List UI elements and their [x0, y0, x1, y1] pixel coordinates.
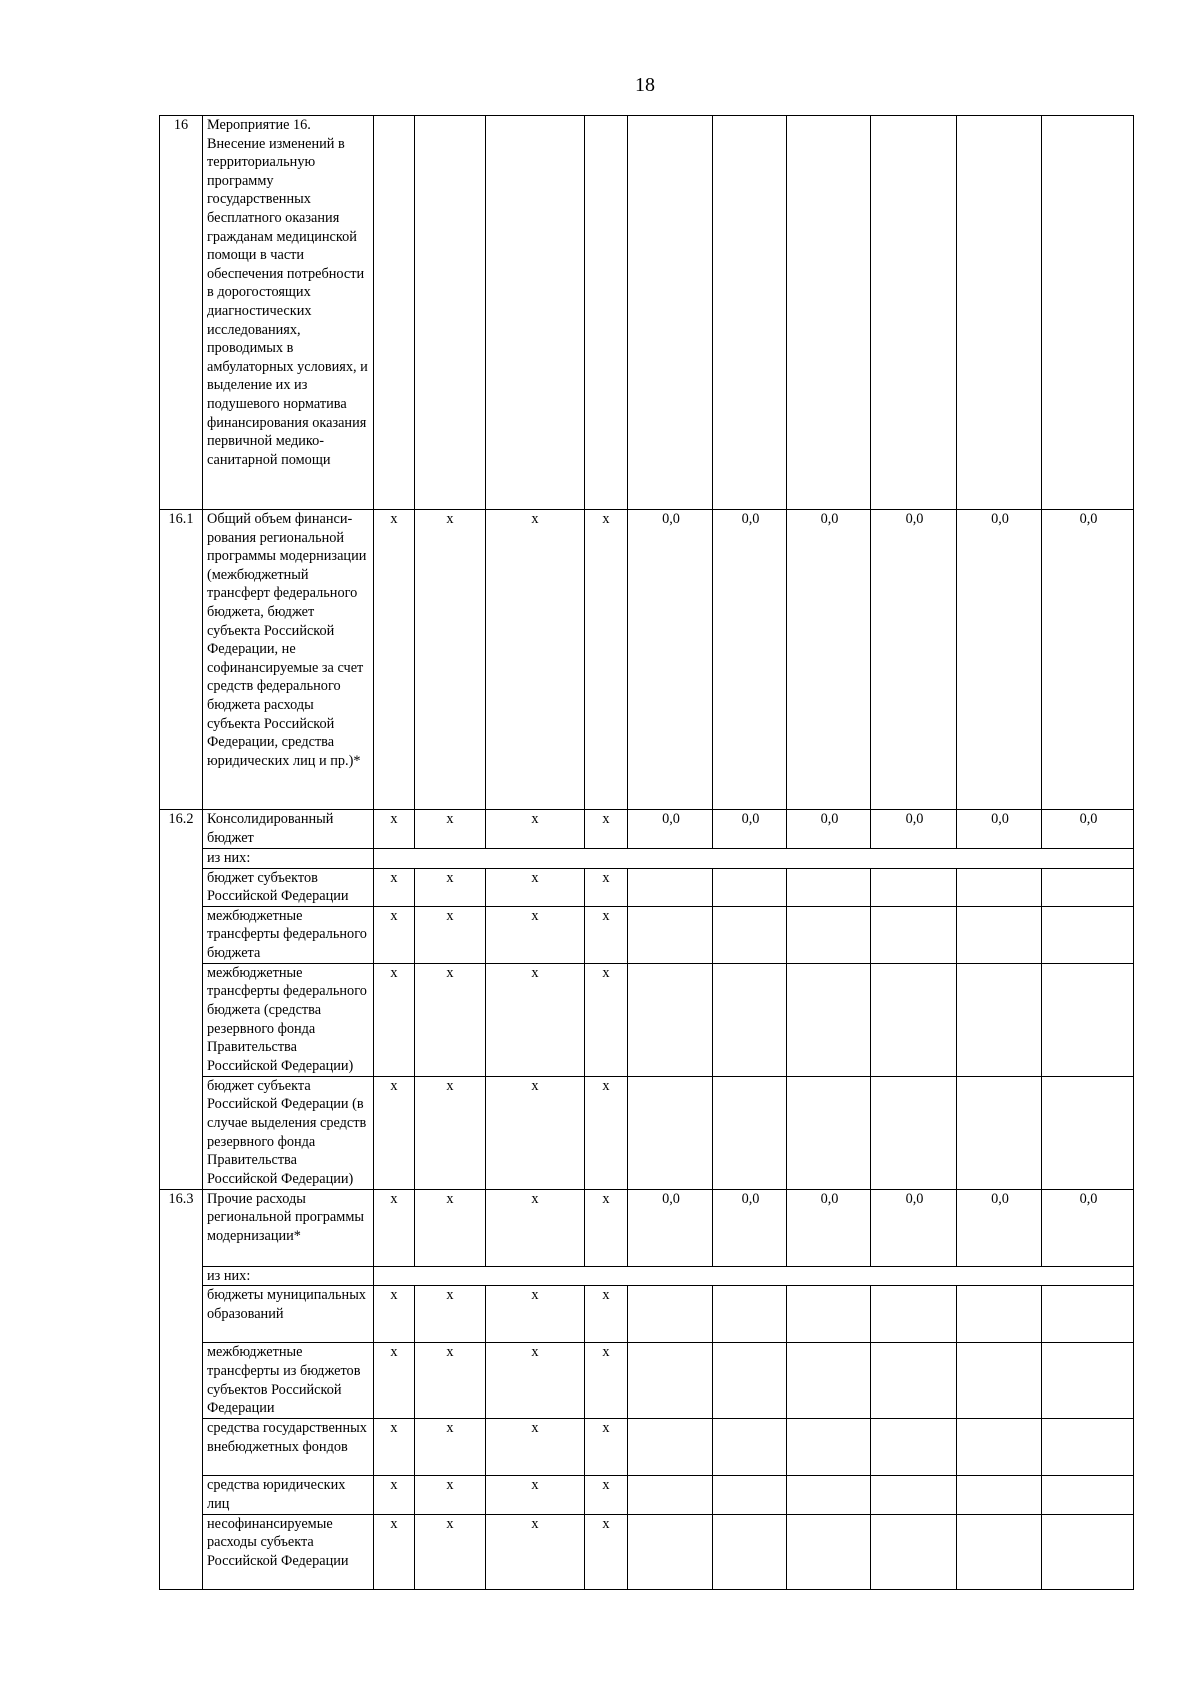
- value-cell: [787, 1476, 871, 1514]
- mark-cell: [585, 116, 628, 510]
- mark-cell: х: [415, 1419, 486, 1476]
- mark-cell: х: [585, 1286, 628, 1343]
- mark-cell: х: [585, 1189, 628, 1266]
- value-cell: [628, 1476, 713, 1514]
- value-cell: [957, 906, 1042, 963]
- value-cell: [871, 963, 957, 1076]
- mark-cell: х: [415, 510, 486, 810]
- row-name: бюджет субъектов Российской Федерации: [203, 868, 374, 906]
- value-cell: [871, 1189, 957, 1266]
- mark-cell: х: [374, 963, 415, 1076]
- row-name: Общий объем финансирования региональной программы модернизации (межбюджетный трансферт федерального бюджета, бюджет субъекта Российской Федерации, не софинансируемые за счет средств федерального бюджета расходы субъекта Российской Федерации, средства юридических лиц и пр.)*: [203, 510, 374, 810]
- mark-cell: х: [585, 1514, 628, 1589]
- mark-cell: [374, 116, 415, 510]
- value-text: 0,0: [905, 1190, 924, 1207]
- table-row: [160, 510, 1134, 810]
- mark-cell: х: [585, 1076, 628, 1189]
- mark-cell: х: [415, 906, 486, 963]
- value-cell: [787, 116, 871, 510]
- mark-cell: х: [374, 1286, 415, 1343]
- value-text: 0,0: [991, 1190, 1009, 1207]
- value-cell: [957, 810, 1042, 849]
- row-name: Консолидированный бюджет: [203, 810, 374, 849]
- value-cell: [1042, 1076, 1134, 1189]
- value-text: 0,0: [741, 811, 760, 827]
- row-name: несофинансируемые расходы субъекта Российской Федерации: [203, 1514, 374, 1589]
- mark-cell: х: [585, 963, 628, 1076]
- mark-cell: х: [486, 1286, 585, 1343]
- value-cell: [871, 1286, 957, 1343]
- value-cell: [1042, 1286, 1134, 1343]
- mark-cell: х: [374, 868, 415, 906]
- empty-cell: [374, 1266, 1134, 1286]
- value-cell: [1042, 906, 1134, 963]
- page-number: 18: [635, 74, 655, 96]
- value-cell: [713, 1076, 787, 1189]
- mark-cell: х: [585, 1343, 628, 1419]
- mark-cell: х: [374, 906, 415, 963]
- value-cell: [713, 1286, 787, 1343]
- table-body: [160, 116, 1134, 1590]
- value-text: 0,0: [1079, 511, 1098, 527]
- value-cell: [713, 906, 787, 963]
- table-subrow: [160, 963, 1134, 1076]
- mark-cell: х: [486, 1189, 585, 1266]
- value-text: 0,0: [905, 511, 924, 527]
- value-cell: [787, 906, 871, 963]
- mark-cell: х: [585, 906, 628, 963]
- mark-cell: х: [415, 963, 486, 1076]
- row-name: Прочие расходы региональной программы модернизации*: [203, 1189, 374, 1266]
- value-cell: [628, 510, 713, 810]
- value-cell: [957, 868, 1042, 906]
- value-cell: [628, 1286, 713, 1343]
- row-name: средства юридических лиц: [203, 1476, 374, 1514]
- value-cell: [871, 116, 957, 510]
- value-cell: [1042, 868, 1134, 906]
- value-cell: [787, 1419, 871, 1476]
- mark-cell: х: [415, 1476, 486, 1514]
- value-cell: [787, 1076, 871, 1189]
- mark-cell: х: [374, 1476, 415, 1514]
- value-cell: [713, 810, 787, 849]
- mark-cell: х: [486, 1419, 585, 1476]
- mark-cell: х: [486, 510, 585, 810]
- mark-cell: х: [374, 1343, 415, 1419]
- value-cell: [871, 510, 957, 810]
- value-cell: [628, 1343, 713, 1419]
- value-cell: [871, 906, 957, 963]
- value-cell: [628, 1419, 713, 1476]
- value-cell: [1042, 510, 1134, 810]
- mark-cell: х: [486, 1476, 585, 1514]
- table-subrow: [160, 1076, 1134, 1189]
- value-text: 0,0: [741, 511, 760, 527]
- mark-cell: х: [486, 868, 585, 906]
- row-name: бюджет субъекта Российской Федерации (в случае выделения средств резервного фонда Правительства Российской Федерации): [203, 1076, 374, 1189]
- value-text: 0,0: [662, 511, 680, 527]
- mark-cell: х: [374, 810, 415, 849]
- mark-cell: [415, 116, 486, 510]
- value-text: 0,0: [820, 511, 839, 527]
- mark-cell: х: [374, 1189, 415, 1266]
- row-name: средства государственных внебюджетных фондов: [203, 1419, 374, 1476]
- value-cell: [713, 510, 787, 810]
- value-cell: [787, 963, 871, 1076]
- value-cell: [871, 1419, 957, 1476]
- value-cell: [713, 868, 787, 906]
- value-cell: [713, 1514, 787, 1589]
- mark-cell: х: [486, 1514, 585, 1589]
- table-subrow: [160, 868, 1134, 906]
- row-number: 16.2: [160, 810, 203, 1190]
- value-text: 0,0: [820, 811, 839, 827]
- mark-cell: х: [415, 1076, 486, 1189]
- table-subrow: [160, 1476, 1134, 1514]
- value-cell: [713, 1476, 787, 1514]
- row-name: межбюджетные трансферты федерального бюджета (средства резервного фонда Правительства Российской Федерации): [203, 963, 374, 1076]
- value-cell: [871, 868, 957, 906]
- value-cell: [957, 1514, 1042, 1589]
- value-text: 0,0: [991, 811, 1009, 827]
- value-cell: [957, 1419, 1042, 1476]
- value-cell: [957, 1076, 1042, 1189]
- mark-cell: х: [415, 810, 486, 849]
- value-cell: [957, 116, 1042, 510]
- row-number: 16.1: [160, 510, 203, 810]
- value-text: 0,0: [662, 1190, 680, 1207]
- table-row: [160, 116, 1134, 510]
- mark-cell: х: [374, 1419, 415, 1476]
- table-subrow: [160, 1343, 1134, 1419]
- value-cell: [1042, 1514, 1134, 1589]
- value-cell: [1042, 1189, 1134, 1266]
- value-cell: [787, 1286, 871, 1343]
- value-cell: [628, 906, 713, 963]
- value-text: 0,0: [1079, 1190, 1098, 1207]
- value-cell: [957, 1286, 1042, 1343]
- value-cell: [787, 810, 871, 849]
- value-cell: [787, 868, 871, 906]
- table-row: [160, 1189, 1134, 1266]
- value-text: 0,0: [820, 1190, 839, 1207]
- value-text: 0,0: [662, 811, 680, 827]
- value-cell: [628, 1514, 713, 1589]
- mark-cell: х: [486, 1076, 585, 1189]
- mark-cell: х: [374, 510, 415, 810]
- value-text: 0,0: [741, 1190, 760, 1207]
- value-cell: [1042, 810, 1134, 849]
- mark-cell: х: [374, 1076, 415, 1189]
- value-cell: [871, 810, 957, 849]
- value-cell: [957, 1343, 1042, 1419]
- value-cell: [871, 1076, 957, 1189]
- value-cell: [713, 116, 787, 510]
- row-number: 16: [160, 116, 203, 510]
- value-cell: [1042, 1476, 1134, 1514]
- row-name: Мероприятие 16. Внесение изменений в территориальную программу государственных бесплатного оказания гражданам медицинской помощи в части обеспечения потребности в дорогостоящих диагностических исследованиях, проводимых в амбулаторных условиях, и выделение их из подушевого норматива финансирования оказания первичной медико-санитарной помощи: [203, 116, 374, 510]
- mark-cell: х: [486, 906, 585, 963]
- value-cell: [713, 1419, 787, 1476]
- value-cell: [628, 116, 713, 510]
- value-cell: [628, 810, 713, 849]
- value-cell: [1042, 963, 1134, 1076]
- mark-cell: х: [585, 868, 628, 906]
- table-subrow: [160, 1419, 1134, 1476]
- table-subrow: [160, 906, 1134, 963]
- value-cell: [628, 1189, 713, 1266]
- value-cell: [1042, 1343, 1134, 1419]
- value-cell: [871, 1476, 957, 1514]
- mark-cell: х: [374, 1514, 415, 1589]
- value-cell: [871, 1343, 957, 1419]
- row-number: 16.3: [160, 1189, 203, 1589]
- table-subrow: [160, 1286, 1134, 1343]
- mark-cell: х: [415, 1343, 486, 1419]
- mark-cell: [486, 116, 585, 510]
- table-subrow: [160, 1514, 1134, 1589]
- value-text: 0,0: [991, 511, 1009, 527]
- row-name: межбюджетные трансферты из бюджетов субъектов Российской Федерации: [203, 1343, 374, 1419]
- row-name: межбюджетные трансферты федерального бюджета: [203, 906, 374, 963]
- value-cell: [957, 510, 1042, 810]
- mark-cell: х: [585, 510, 628, 810]
- value-cell: [787, 1514, 871, 1589]
- mark-cell: х: [585, 1476, 628, 1514]
- table-subheader-row: [160, 1266, 1134, 1286]
- mark-cell: х: [415, 1189, 486, 1266]
- empty-cell: [374, 849, 1134, 869]
- table-subheader-row: [160, 849, 1134, 869]
- mark-cell: х: [486, 1343, 585, 1419]
- row-name: из них:: [203, 1266, 374, 1286]
- value-cell: [957, 1476, 1042, 1514]
- table-row: [160, 810, 1134, 849]
- mark-cell: х: [486, 963, 585, 1076]
- value-cell: [628, 963, 713, 1076]
- mark-cell: х: [585, 1419, 628, 1476]
- value-cell: [871, 1514, 957, 1589]
- mark-cell: х: [415, 1514, 486, 1589]
- value-text: 0,0: [905, 811, 924, 827]
- value-cell: [628, 1076, 713, 1189]
- value-cell: [957, 963, 1042, 1076]
- row-name: из них:: [203, 849, 374, 869]
- mark-cell: х: [415, 1286, 486, 1343]
- value-cell: [787, 1343, 871, 1419]
- mark-cell: х: [585, 810, 628, 849]
- value-cell: [1042, 1419, 1134, 1476]
- value-cell: [787, 510, 871, 810]
- value-text: 0,0: [1079, 811, 1098, 827]
- financing-table: [159, 115, 1134, 1590]
- value-cell: [957, 1189, 1042, 1266]
- value-cell: [713, 1343, 787, 1419]
- value-cell: [1042, 116, 1134, 510]
- row-name: бюджеты муниципальных образований: [203, 1286, 374, 1343]
- mark-cell: х: [415, 868, 486, 906]
- value-cell: [713, 963, 787, 1076]
- value-cell: [628, 868, 713, 906]
- mark-cell: х: [486, 810, 585, 849]
- value-cell: [787, 1189, 871, 1266]
- value-cell: [713, 1189, 787, 1266]
